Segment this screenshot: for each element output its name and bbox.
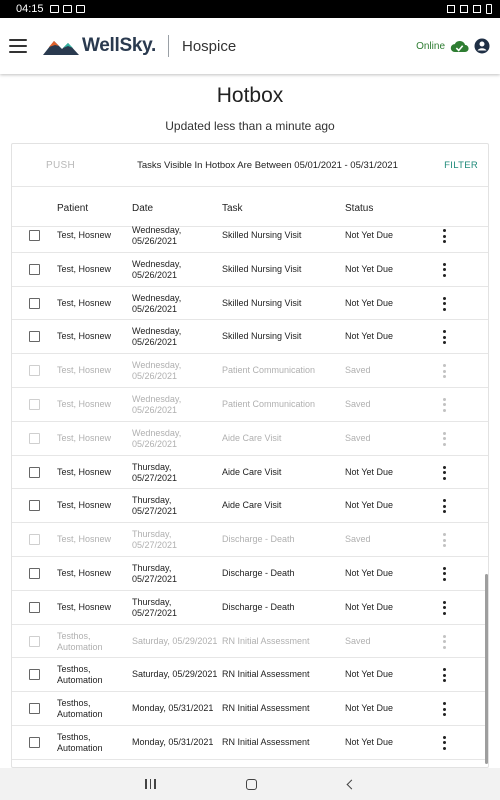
table-row[interactable] [12,253,488,287]
date-cell: Wednesday, 05/26/2021 [132,393,182,415]
more-options-icon[interactable] [442,229,446,243]
patient-cell: Test, Hosnew [57,500,112,511]
date-cell: Thursday, 05/27/2021 [132,562,178,584]
date-cell: Wednesday, 05/26/2021 [132,225,182,246]
row-checkbox[interactable] [29,467,40,478]
more-options-icon [442,432,446,446]
more-options-icon[interactable] [442,702,446,716]
date-cell: Monday, 05/31/2021 [132,736,214,747]
status-cell: Not Yet Due [345,500,394,511]
online-status [416,38,490,54]
more-options-icon[interactable] [442,499,446,513]
status-cell: Not Yet Due [345,567,394,578]
column-header-status: Status [345,203,374,214]
status-cell: Saved [345,534,371,545]
table-row[interactable] [12,456,488,490]
more-options-icon[interactable] [442,263,446,277]
gallery-notification-icon [50,5,59,13]
row-checkbox [29,433,40,444]
more-options-icon[interactable] [442,736,446,750]
status-cell: Saved [345,635,371,646]
more-options-icon [442,398,446,412]
column-header-task: Task [222,203,243,214]
patient-cell: Test, Hosnew [57,365,112,376]
patient-cell: Test, Hosnew [57,567,112,578]
patient-cell: Test, Hosnew [57,263,112,274]
row-checkbox [29,534,40,545]
task-cell: Discharge - Death [222,567,295,578]
table-row[interactable] [12,388,488,422]
product-name: Hospice [182,37,237,55]
status-cell: Not Yet Due [345,736,394,747]
table-row[interactable] [12,354,488,388]
status-cell: Not Yet Due [345,230,394,240]
date-range-text: Tasks Visible In Hotbox Are Between 05/01/2021 - 05/31/2021 [137,159,398,171]
status-cell: Saved [345,398,371,409]
table-row[interactable] [12,320,488,354]
table-header [12,187,488,227]
status-time: 04:15 [16,3,44,15]
wifi-icon [460,5,468,13]
date-cell: Wednesday, 05/26/2021 [132,258,182,280]
task-cell: RN Initial Assessment [222,736,310,747]
status-cell: Not Yet Due [345,297,394,308]
cloud-check-icon [450,40,469,53]
row-checkbox[interactable] [29,669,40,680]
row-checkbox[interactable] [29,331,40,342]
date-cell: Saturday, 05/29/2021 [132,669,218,680]
online-label: Online [416,40,445,52]
date-cell: Thursday, 05/27/2021 [132,461,178,483]
row-checkbox [29,636,40,647]
more-options-icon [442,533,446,547]
column-header-date: Date [132,203,154,214]
table-row[interactable] [12,422,488,456]
status-cell: Not Yet Due [345,466,394,477]
date-cell: Monday, 05/31/2021 [132,703,214,714]
task-cell: RN Initial Assessment [222,669,310,680]
push-button[interactable]: PUSH [46,159,75,171]
date-cell: Wednesday, 05/26/2021 [132,360,182,382]
task-cell: Discharge - Death [222,601,295,612]
row-checkbox[interactable] [29,602,40,613]
more-options-icon[interactable] [442,668,446,682]
more-options-icon[interactable] [442,330,446,344]
more-options-icon [442,364,446,378]
table-row[interactable] [12,625,488,659]
table-row[interactable] [12,658,488,692]
app-header [0,18,500,74]
row-checkbox [29,399,40,410]
row-checkbox[interactable] [29,298,40,309]
table-row[interactable] [12,489,488,523]
task-cell: Skilled Nursing Visit [222,331,302,342]
battery-icon [486,4,492,14]
table-row[interactable] [12,227,488,253]
hotbox-toolbar [12,144,488,187]
logo-text: WellSky. [82,35,156,56]
date-cell: Thursday, 05/27/2021 [132,495,178,517]
navigation-bar [0,768,500,800]
recent-apps-icon[interactable] [145,779,156,789]
row-checkbox[interactable] [29,264,40,275]
patient-cell: Testhos, Automation [57,731,103,753]
scrollbar[interactable] [485,574,488,764]
filter-button[interactable]: FILTER [444,159,478,171]
row-checkbox [29,365,40,376]
table-row[interactable] [12,591,488,625]
table-row[interactable] [12,523,488,557]
patient-cell: Test, Hosnew [57,534,112,545]
patient-cell: Testhos, Automation [57,630,103,652]
status-cell: Not Yet Due [345,703,394,714]
patient-cell: Testhos, Automation [57,664,103,686]
more-options-icon[interactable] [442,466,446,480]
date-cell: Thursday, 05/27/2021 [132,596,178,618]
status-cell: Not Yet Due [345,331,394,342]
row-checkbox[interactable] [29,568,40,579]
patient-cell: Test, Hosnew [57,398,112,409]
task-cell: Aide Care Visit [222,500,282,511]
page-title: Hotbox [216,84,284,107]
signal-icon [473,5,481,13]
mountain-logo-icon [43,37,79,55]
back-icon[interactable] [346,779,356,789]
task-cell: Aide Care Visit [222,466,282,477]
date-cell: Thursday, 05/27/2021 [132,529,178,551]
table-row[interactable] [12,557,488,591]
status-cell: Not Yet Due [345,669,394,680]
status-cell: Not Yet Due [345,263,394,274]
home-icon[interactable] [246,779,257,790]
task-cell: RN Initial Assessment [222,703,310,714]
row-checkbox[interactable] [29,500,40,511]
table-row[interactable] [12,726,488,760]
task-cell: Skilled Nursing Visit [222,263,302,274]
hotbox-card [11,143,489,768]
row-checkbox[interactable] [29,703,40,714]
task-cell: Skilled Nursing Visit [222,230,302,240]
patient-cell: Test, Hosnew [57,297,112,308]
table-row[interactable] [12,287,488,321]
task-cell: Discharge - Death [222,534,295,545]
menu-icon[interactable] [9,39,27,53]
account-icon[interactable] [474,38,490,54]
status-cell: Saved [345,365,371,376]
date-cell: Wednesday, 05/26/2021 [132,427,182,449]
table-row[interactable] [12,692,488,726]
link-notification-icon [63,5,72,13]
wellsky-logo [43,34,156,58]
row-checkbox[interactable] [29,230,40,241]
column-header-patient: Patient [57,203,89,214]
task-cell: Aide Care Visit [222,432,282,443]
patient-cell: Test, Hosnew [57,331,112,342]
date-cell: Wednesday, 05/26/2021 [132,292,182,314]
task-cell: RN Initial Assessment [222,635,310,646]
page-subtitle: Updated less than a minute ago [165,119,335,133]
patient-cell: Test, Hosnew [57,432,112,443]
status-cell: Not Yet Due [345,601,394,612]
date-cell: Saturday, 05/29/2021 [132,635,218,646]
patient-cell: Testhos, Automation [57,698,103,720]
row-checkbox[interactable] [29,737,40,748]
more-options-icon[interactable] [442,567,446,581]
patient-cell: Test, Hosnew [57,601,112,612]
date-cell: Wednesday, 05/26/2021 [132,326,182,348]
task-list [12,227,488,760]
patient-cell: Test, Hosnew [57,466,112,477]
task-cell: Skilled Nursing Visit [222,297,302,308]
patient-cell: Test, Hosnew [57,230,112,240]
status-bar [0,0,500,18]
more-options-icon[interactable] [442,601,446,615]
header-divider [168,35,169,57]
mute-icon [447,5,455,13]
task-cell: Patient Communication [222,398,316,409]
status-cell: Saved [345,432,371,443]
app-notification-icon [76,5,85,13]
more-options-icon [442,635,446,649]
task-cell: Patient Communication [222,365,316,376]
more-options-icon[interactable] [442,297,446,311]
